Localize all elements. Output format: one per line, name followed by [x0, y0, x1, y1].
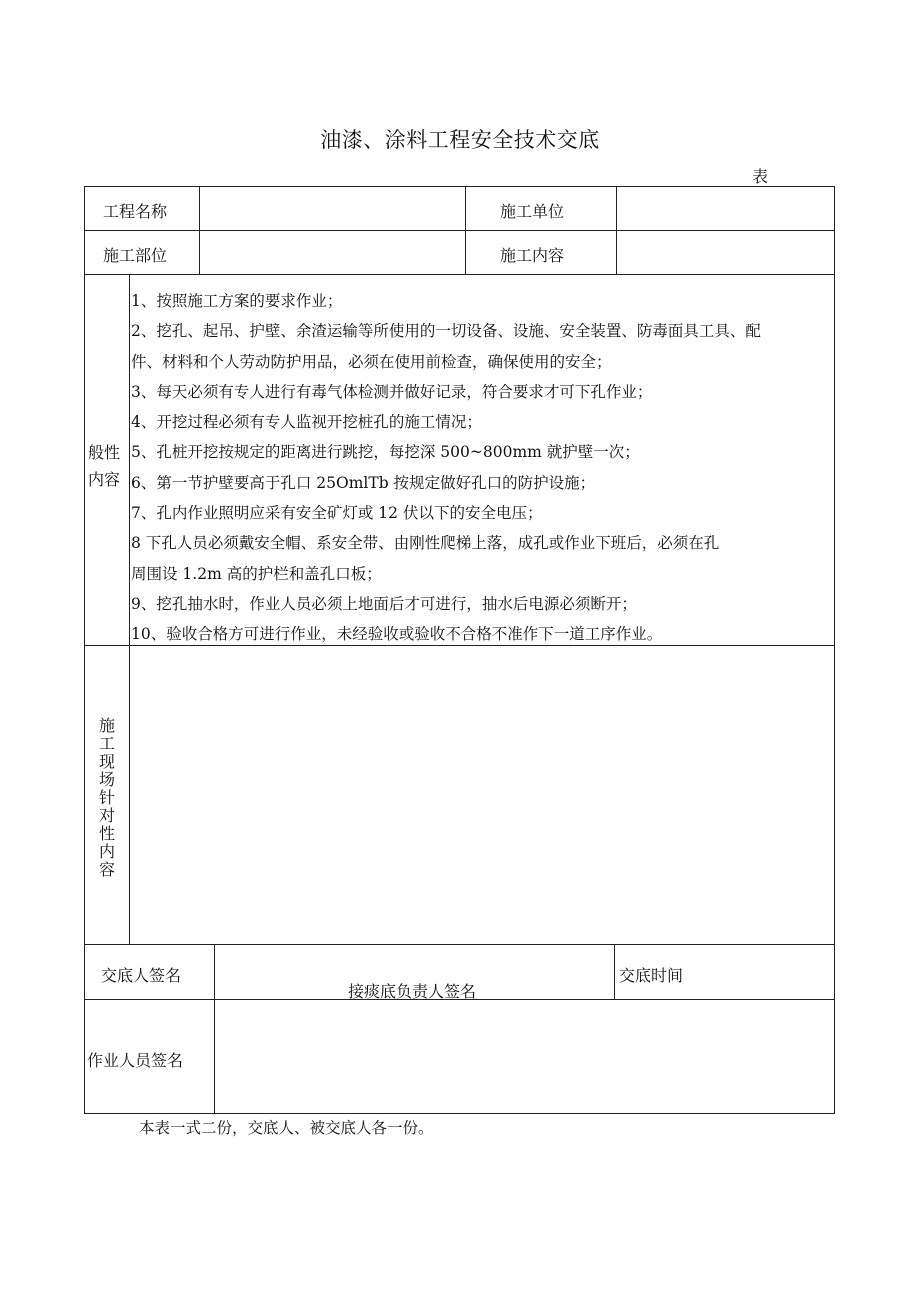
col-divider — [616, 186, 617, 274]
discloser-signature-label: 交底人签名 — [101, 966, 182, 985]
row-divider — [84, 944, 835, 945]
list-item: 9、挖孔抽水时，作业人员必须上地面后才可进行，抽水后电源必须断开； — [131, 594, 637, 613]
list-item: 3、每天必须有专人进行有毒气体检测并做好记录，符合要求才可下孔作业； — [131, 382, 653, 401]
list-item: 件、材料和个人劳动防护用品，必须在使用前检查，确保使用的安全； — [131, 352, 612, 371]
site-section-label — [95, 717, 119, 879]
list-item: 4、开挖过程必须有专人监视开挖桩孔的施工情况； — [131, 413, 482, 432]
list-item: 8 下孔人员必须戴安全帽、系安全带、由刚性爬梯上落，成孔或作业下班后，必须在孔 — [131, 534, 720, 553]
list-item: 2、挖孔、起吊、护壁、余渣运输等所使用的一切设备、设施、安全装置、防毒面具工具、配 — [131, 322, 761, 341]
site-label-char: 性 — [98, 824, 115, 843]
row-divider — [84, 274, 835, 275]
general-section-label-line2: 内容 — [88, 470, 121, 489]
col-divider — [129, 274, 130, 944]
construction-part-label: 施工部位 — [103, 246, 168, 265]
col-divider — [465, 186, 466, 274]
list-item: 7、孔内作业照明应采有安全矿灯或 12 伏以下的安全电压； — [131, 504, 543, 523]
site-label-char: 内 — [98, 842, 115, 861]
col-divider — [614, 944, 615, 999]
site-label-char: 容 — [98, 860, 115, 879]
construction-unit-label: 施工单位 — [500, 202, 565, 221]
site-label-char: 现 — [98, 752, 115, 771]
site-label-char: 针 — [98, 788, 115, 807]
disclosure-time-label: 交底时间 — [619, 966, 684, 985]
list-item: 周围设 1.2m 高的护栏和盖孔口板； — [131, 564, 382, 583]
list-item: 5、孔桩开挖按规定的距离进行跳挖，每挖深 500~800mm 就护壁一次； — [131, 443, 640, 462]
site-label-char: 工 — [98, 734, 115, 753]
project-name-label: 工程名称 — [103, 202, 168, 221]
list-item: 1、按照施工方案的要求作业； — [131, 292, 343, 310]
row-divider — [84, 230, 835, 231]
col-divider — [199, 186, 200, 274]
site-label-char: 场 — [98, 770, 115, 789]
col-divider — [214, 944, 215, 1114]
table-mark: 表 — [752, 167, 769, 186]
list-item: 10、验收合格方可进行作业，未经验收或验收不合格不准作下一道工序作业。 — [131, 625, 663, 644]
list-item: 6、第一节护壁要高于孔口 25OmlTb 按规定做好孔口的防护设施； — [131, 473, 596, 492]
construction-content-label: 施工内容 — [500, 246, 565, 265]
receiver-signature-label: 接痰底负责人签名 — [348, 982, 477, 1001]
footer-note: 本表一式二份，交底人、被交底人各一份。 — [139, 1119, 434, 1137]
document-title: 油漆、涂料工程安全技术交底 — [320, 128, 600, 152]
general-section-label-line1: 般性 — [88, 443, 121, 462]
site-label-char: 对 — [98, 806, 115, 825]
site-label-char: 施 — [98, 716, 115, 735]
general-section-content — [131, 286, 831, 646]
worker-signature-label: 作业人员签名 — [87, 1051, 184, 1070]
